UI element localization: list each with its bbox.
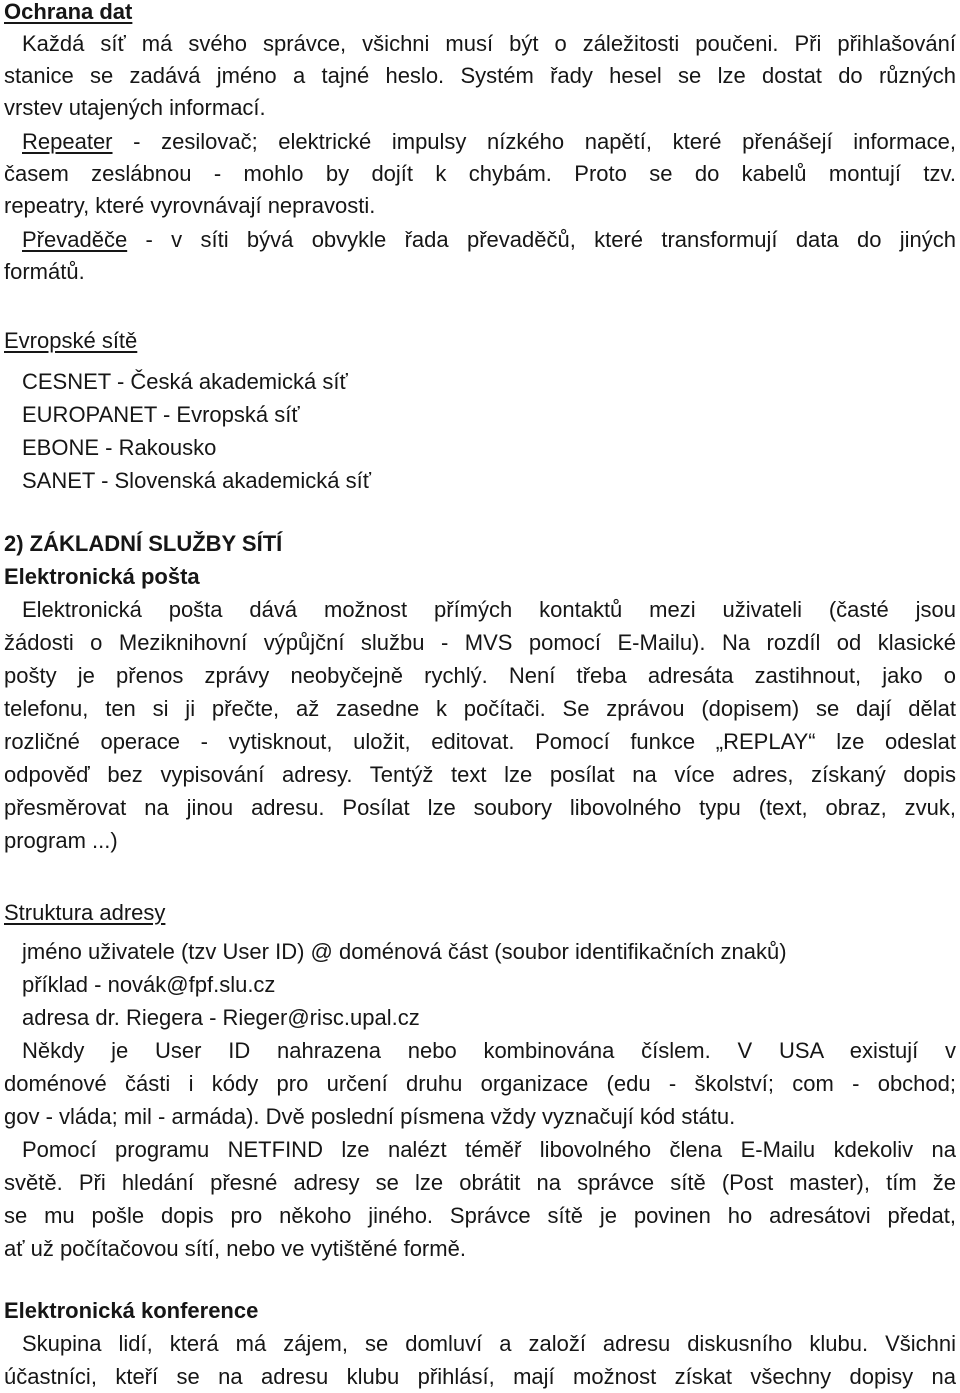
repeater-line-2: časem zeslábnou - mohlo by dojít k chybám. Proto se do kabelů montují tzv. — [4, 161, 956, 186]
ochrana-line-1: Každá síť má svého správce, všichni musí být o záležitosti poučeni. Při přihlašování — [22, 31, 956, 56]
repeater-term: Repeater — [22, 129, 113, 154]
struktura-para2-line-2: světě. Při hledání přesné adresy se lze obrátit na správce sítě (Post master), tím že — [4, 1170, 956, 1195]
ochrana-line-2: stanice se zadává jméno a tajné heslo. Systém řady hesel se lze dostat do různých — [4, 63, 956, 88]
konference-line-2: účastníci, kteří se na adresu klubu přihlásí, mají možnost získat všechny dopisy na — [4, 1364, 956, 1389]
heading-elektronicka-posta: Elektronická pošta — [4, 564, 200, 589]
struktura-para1-line-3: gov - vláda; mil - armáda). Dvě poslední písmena vždy vyznačují kód státu. — [4, 1104, 736, 1129]
evropske-item: CESNET - Česká akademická síť — [22, 369, 348, 394]
evropske-item: SANET - Slovenská akademická síť — [22, 468, 371, 493]
posta-line-2: žádosti o Meziknihovní výpůjční službu - MVS pomocí E-Mailu). Na rozdíl od klasické — [4, 630, 956, 655]
struktura-para2-line-3: se mu pošle dopis pro někoho jiného. Správce sítě je povinen ho adresátovi předat, — [4, 1203, 956, 1228]
posta-line-6: odpověď bez vypisování adresy. Tentýž text lze posílat na více adres, získaný dopis — [4, 762, 956, 787]
prevadece-first-rest: - v síti bývá obvykle řada převaděčů, které transformují data do jiných — [127, 227, 956, 252]
evropske-item: EBONE - Rakousko — [22, 435, 217, 460]
repeater-first-rest: - zesilovač; elektrické impulsy nízkého napětí, které přenášejí informace, — [112, 129, 956, 154]
struktura-para2-line-4: ať už počítačovou sítí, nebo ve vytištěné formě. — [4, 1236, 466, 1261]
posta-line-7: přesměrovat na jinou adresu. Posílat lze soubory libovolného typu (text, obraz, zvuk, — [4, 795, 956, 820]
struktura-para1-line-2: doménové části i kódy pro určení druhu organizace (edu - školství; com - obchod; — [4, 1071, 956, 1096]
ochrana-line-3: vrstev utajených informací. — [4, 95, 266, 120]
struktura-item: příklad - novák@fpf.slu.cz — [22, 972, 276, 997]
evropske-item: EUROPANET - Evropská síť — [22, 402, 300, 427]
repeater-line-3: repeatry, které vyrovnávají nepravosti. — [4, 193, 376, 218]
posta-line-3: pošty je přenos zprávy neobyčejně rychlý. Není třeba adresáta zastihnout, jako o — [4, 663, 956, 688]
heading-ochrana-dat: Ochrana dat — [4, 0, 133, 24]
heading-elektronicka-konference: Elektronická konference — [4, 1298, 259, 1323]
konference-line-1: Skupina lidí, která má zájem, se domluví a založí adresu diskusního klubu. Všichni — [22, 1331, 956, 1356]
struktura-para2-line-1: Pomocí programu NETFIND lze nalézt téměř libovolného člena E-Mailu kdekoliv na — [22, 1137, 956, 1162]
posta-line-5: rozličné operace - vytisknout, uložit, editovat. Pomocí funkce „REPLAY“ lze odeslat — [4, 729, 956, 754]
prevadece-term: Převaděče — [22, 227, 128, 252]
heading-struktura-adresy: Struktura adresy — [4, 900, 166, 925]
struktura-item: jméno uživatele (tzv User ID) @ doménová část (soubor identifikačních znaků) — [22, 939, 787, 964]
posta-line-8: program ...) — [4, 828, 118, 853]
heading-zakladni-sluzby: 2) ZÁKLADNÍ SLUŽBY SÍTÍ — [4, 531, 283, 556]
struktura-para1-line-1: Někdy je User ID nahrazena nebo kombinována číslem. V USA existují v — [22, 1038, 956, 1063]
struktura-item: adresa dr. Riegera - Rieger@risc.upal.cz — [22, 1005, 420, 1030]
posta-line-1: Elektronická pošta dává možnost přímých kontaktů mezi uživateli (časté jsou — [22, 597, 956, 622]
prevadece-line-2: formátů. — [4, 259, 85, 284]
posta-line-4: telefonu, ten si ji přečte, až zasedne k počítači. Se zprávou (dopisem) se dají dělat — [4, 696, 956, 721]
repeater-line-1 — [22, 126, 956, 158]
heading-evropske-site: Evropské sítě — [4, 328, 138, 353]
prevadece-line-1 — [22, 224, 956, 256]
